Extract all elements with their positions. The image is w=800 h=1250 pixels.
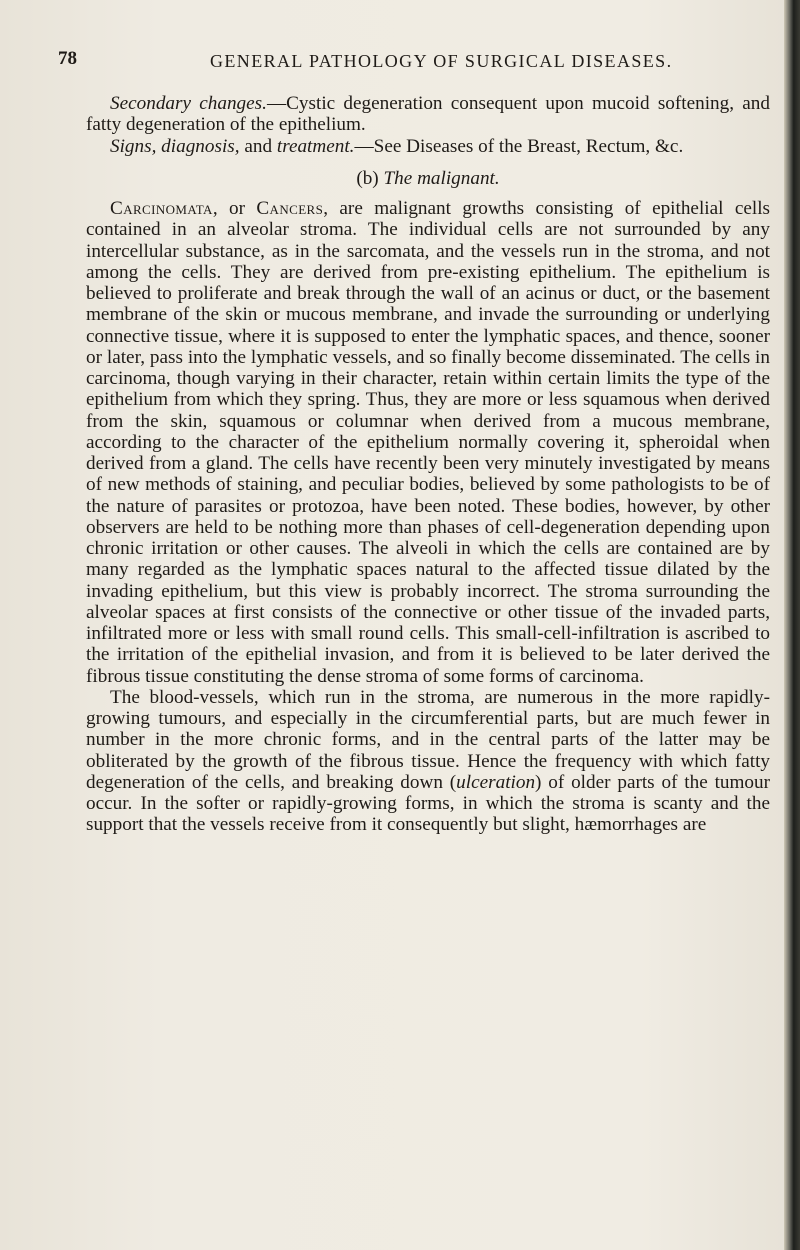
signs-text: —See Diseases of the Breast, Rectum, &c. <box>354 135 684 157</box>
carcinomata-text: , are malignant growths consisting of epithelial cells contained in an alveolar stroma. The individual cells are not surrounded by any intercellular substance, as in the sarcomata, and the vessels run in the stroma, and not among the cells. They are derived from pre-existing epithelium. The epithelium is believed to proliferate and break through the wall of an acinus or duct, or the basement membrane of the skin or mucous membrane, and invade the surrounding or underlying connective tissue, where it is supposed to enter the lymphatic spaces, and thence, sooner or later, pass into the lymphatic vessels, and so finally become disseminated. The cells in carcinoma, though varying in their character, retain within certain limits the type of the epithelium from which they spring. Thus, they are more or less squamous when derived from the skin, squamous or columnar when derived from a mucous membrane, according to the character of the epithelium normally covering it, spheroidal when derived from a gland. The cells have recently been very minutely investigated by means of new methods of staining, and peculiar bodies, believed by some pathologists to be of the nature of parasites or protozoa, have been noted. These bodies, however, by other observers are held to be nothing more than phases of cell-degeneration depending upon chronic irritation or other causes. The alveoli in which the cells are contained are by many regarded as the lymphatic spaces natural to the affected tissue dilated by the invading epithelium, but this view is probably incorrect. The stroma surrounding the alveolar spaces at first consists of the connective or other tissue of the invaded parts, infiltrated more or less with small round cells. This small-cell-infiltration is ascribed to the irritation of the epithelial invasion, and from it is believed to be later derived the fibrous tissue constituting the dense stroma of some forms of carcinoma. <box>86 198 770 687</box>
section-heading <box>86 168 770 189</box>
carcinomata-or: , or <box>212 198 257 219</box>
section-heading-title: The malignant. <box>383 167 500 189</box>
paragraph-secondary-changes <box>86 93 770 136</box>
secondary-changes-label: Secondary changes. <box>110 93 267 114</box>
page-header <box>58 48 758 78</box>
signs-and-text: and <box>239 135 277 157</box>
signs-diagnosis-label: Signs, diagnosis, <box>110 135 240 157</box>
paragraph-carcinomata <box>86 198 770 687</box>
paragraph-blood-vessels <box>86 687 770 836</box>
ulceration-term: ulceration <box>456 771 536 793</box>
paragraph-signs <box>86 136 770 157</box>
blood-vessels-text-2: ) of older parts of the tumour occur. In the softer or rapidly-growing forms, in which the stroma is scanty and the support that the vessels receive from it consequently but slight, hæmorrhages are <box>86 771 770 836</box>
cancers-term: Cancers <box>256 198 324 219</box>
body-text <box>86 93 770 836</box>
book-spine-shadow <box>784 0 800 1250</box>
treatment-label: treatment. <box>276 135 355 157</box>
page-number: 78 <box>58 48 77 69</box>
secondary-changes-text: —Cystic degeneration consequent upon mucoid softening, and fatty degeneration of the epithelium. <box>86 93 770 136</box>
section-heading-prefix: (b) <box>356 167 384 189</box>
blood-vessels-text-1: The blood-vessels, which run in the stroma, are numerous in the more rapidly-growing tumours, and especially in the circumferential parts, but are much fewer in number in the more chronic forms, and in the central parts of the latter may be obliterated by the growth of the fibrous tissue. Hence the frequency with which fatty degeneration of the cells, and breaking down ( <box>86 686 770 793</box>
carcinomata-term: Carcinomata <box>110 198 213 219</box>
running-head: GENERAL PATHOLOGY OF SURGICAL DISEASES. <box>210 51 673 71</box>
